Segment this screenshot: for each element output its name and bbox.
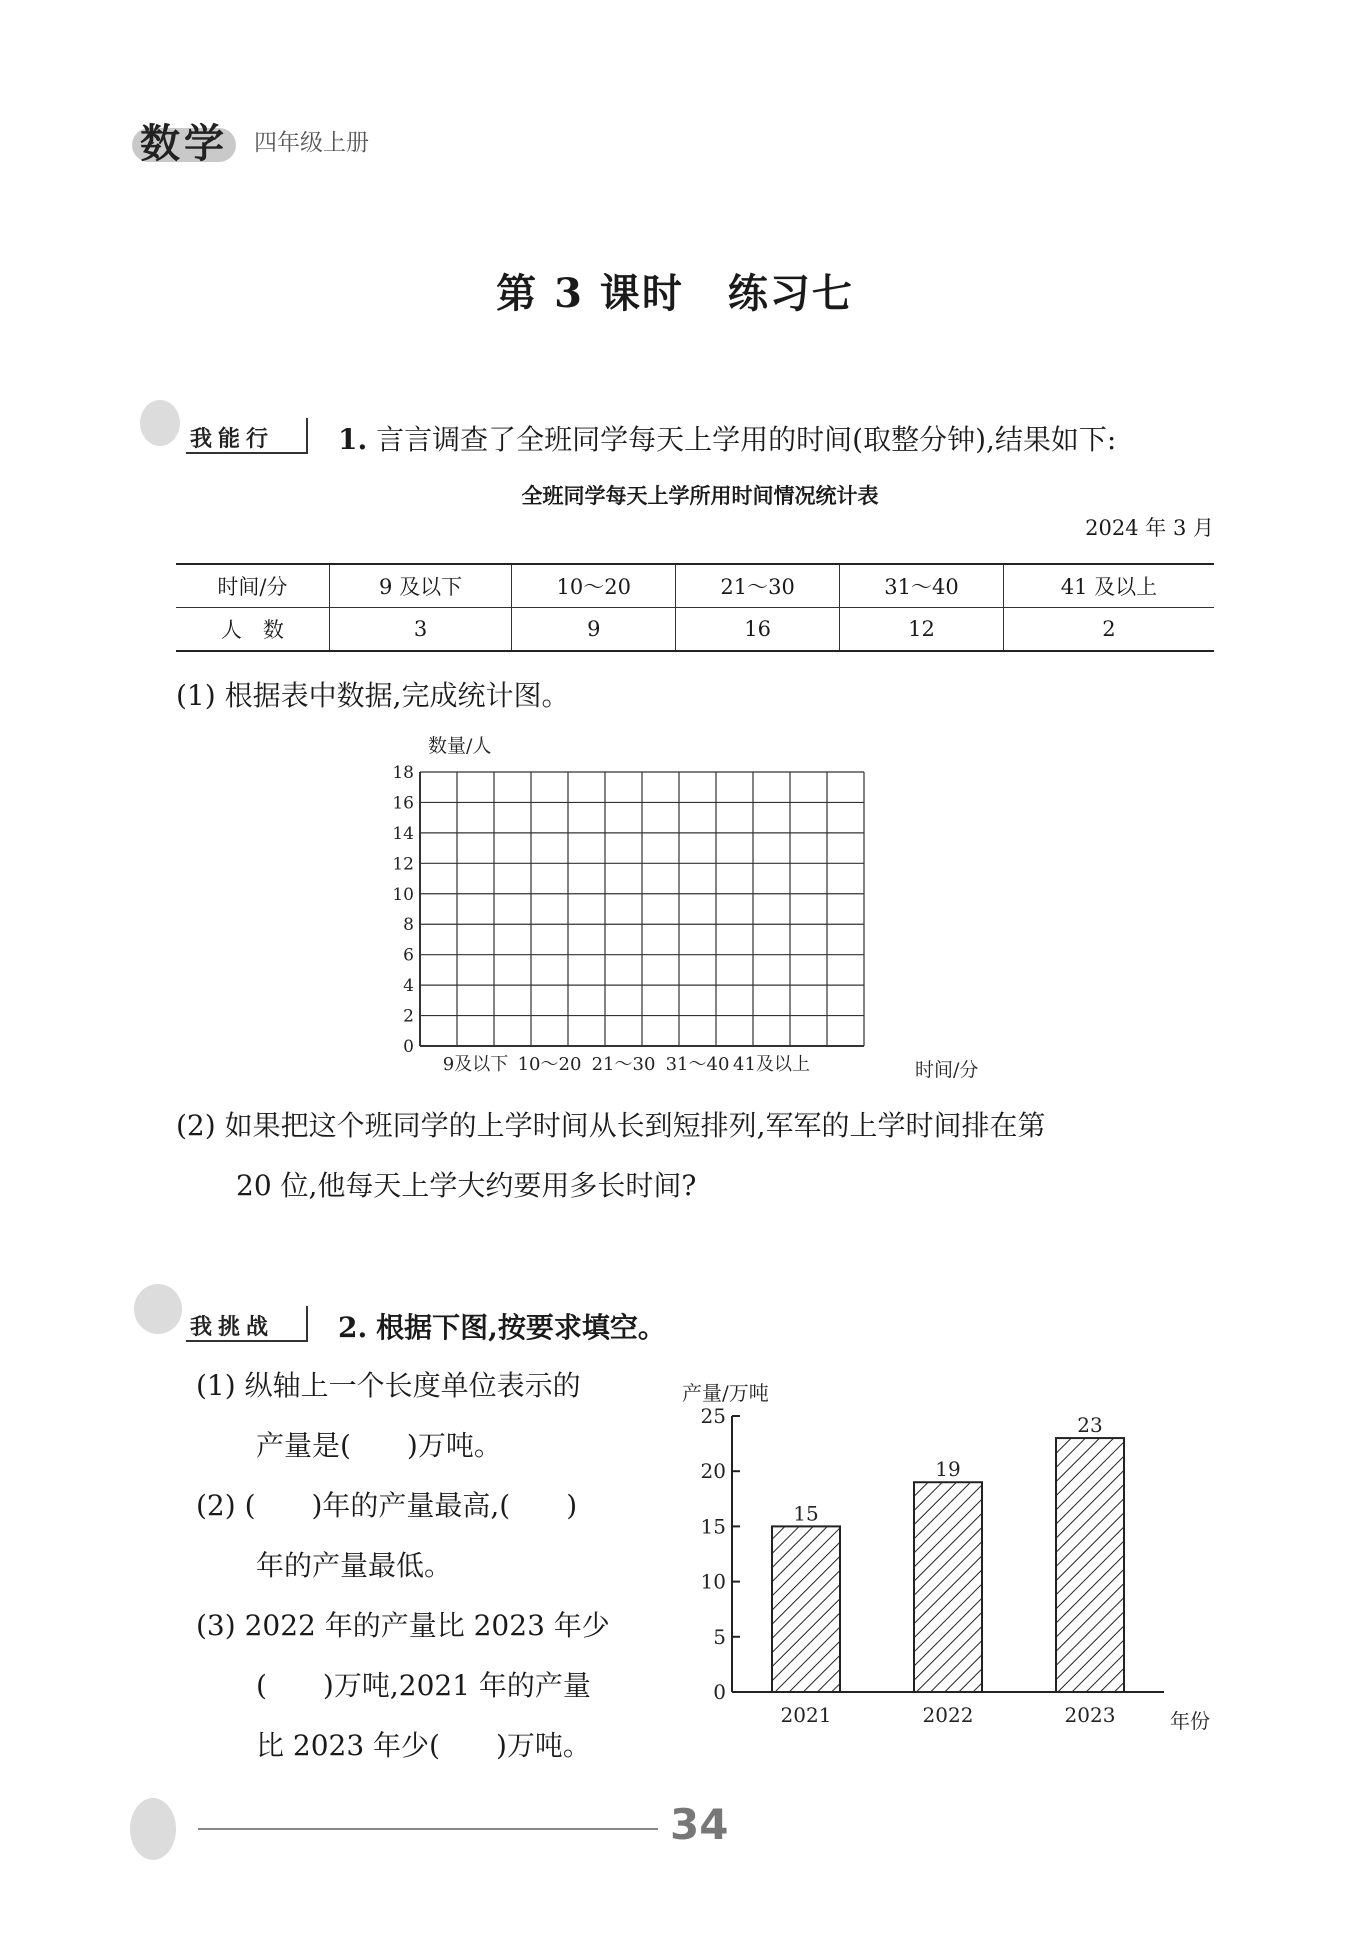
sub-question-2-line1: (2) 如果把这个班同学的上学时间从长到短排列,军军的上学时间排在第: [176, 1109, 1046, 1142]
grid-ytick-label: 8: [403, 915, 414, 936]
grid-ytick-label: 6: [403, 945, 414, 966]
bar-value-label: 19: [935, 1457, 961, 1482]
grade-label: 四年级上册: [254, 130, 369, 156]
grid-lines: [420, 772, 864, 1046]
bar-chart-xlabel: 年份: [1170, 1709, 1210, 1733]
table-cell: 3: [329, 608, 512, 652]
fill-line: (1) 纵轴上一个长度单位表示的: [196, 1369, 581, 1402]
fill-line: 年的产量最低。: [256, 1549, 453, 1582]
sub-question-2-line2: 20 位,他每天上学大约要用多长时间?: [236, 1169, 697, 1202]
bar-yticks: [701, 1404, 740, 1704]
page-number: 34: [670, 1800, 729, 1849]
fill-line: 产量是( )万吨。: [256, 1429, 502, 1462]
grid-xticks: [443, 1054, 810, 1075]
question-2-text: 根据下图,按要求填空。: [376, 1311, 666, 1344]
section-underline-1: [186, 452, 306, 454]
bar-ytick-label: 10: [700, 1569, 726, 1594]
lesson-name: 练习七: [727, 270, 854, 317]
bar-category-label: 2023: [1064, 1703, 1116, 1727]
table-row: [176, 608, 1214, 652]
grid-ytick-label: 16: [392, 793, 414, 814]
bar-ytick-label: 0: [713, 1680, 726, 1704]
bar-category-label: 2021: [780, 1703, 832, 1727]
bar-xticks: [781, 1703, 1116, 1727]
grid-xtick-label: 9及以下: [442, 1054, 509, 1075]
grid-xlabel: 时间/分: [915, 1059, 979, 1081]
table-col-header: 9 及以下: [329, 564, 512, 608]
table-cell: 2: [1003, 608, 1214, 652]
bar-2022: [914, 1482, 982, 1692]
grid-ytick-label: 2: [403, 1006, 414, 1027]
table-cell: 12: [840, 608, 1004, 652]
grid-yticks: [392, 763, 414, 1057]
mascot-icon: [130, 1798, 176, 1860]
grid-ylabel: 数量/人: [428, 735, 492, 757]
bar-value-label: 23: [1077, 1413, 1103, 1438]
lesson-number: 第 3 课时: [496, 270, 684, 317]
bar-category-label: 2022: [922, 1703, 974, 1727]
grid-xtick-label: 41及以上: [733, 1054, 810, 1075]
section-label-1: 我能行: [190, 427, 275, 452]
section-label-2: 我挑战: [190, 1315, 275, 1340]
sub-question-1: (1) 根据表中数据,完成统计图。: [176, 679, 570, 712]
grid-ytick-label: 4: [403, 976, 414, 997]
grid-ytick-label: 12: [392, 854, 414, 875]
table-col-header: 31～40: [840, 564, 1004, 608]
bar-2021: [772, 1526, 840, 1692]
fill-line: (3) 2022 年的产量比 2023 年少: [196, 1609, 610, 1642]
section-underline-2: [186, 1340, 306, 1342]
grid-xtick-label: 21～30: [591, 1054, 656, 1075]
table-cell: 9: [512, 608, 676, 652]
table-date: 2024 年 3 月: [1085, 516, 1214, 540]
bar-chart-ylabel: 产量/万吨: [682, 1381, 769, 1405]
grid-ytick-label: 10: [392, 884, 414, 905]
table-col-header: 10～20: [512, 564, 676, 608]
section-divider-2: [306, 1306, 308, 1342]
table-row: [176, 564, 1214, 608]
table-col-header: 41 及以上: [1003, 564, 1214, 608]
bar-ytick-label: 20: [700, 1459, 726, 1484]
grid-ytick-label: 0: [403, 1037, 414, 1057]
bar-ytick-label: 5: [713, 1624, 726, 1649]
grid-ytick-label: 14: [392, 823, 414, 844]
question-2: [338, 1306, 666, 1346]
lesson-title: [0, 262, 1350, 319]
grid-ytick-label: 18: [392, 763, 414, 783]
bar-value-label: 15: [793, 1501, 819, 1526]
bar-ytick-label: 15: [700, 1514, 726, 1539]
question-1: [338, 418, 1116, 458]
production-bar-chart: [672, 1370, 1232, 1750]
fill-line: 比 2023 年少( )万吨。: [256, 1729, 591, 1762]
question-2-number: 2.: [338, 1311, 368, 1344]
stats-table: [176, 563, 1214, 652]
table-cell: 16: [676, 608, 840, 652]
table-title: 全班同学每天上学所用时间情况统计表: [521, 484, 879, 508]
section-divider-1: [306, 418, 308, 454]
question-1-text: 言言调查了全班同学每天上学用的时间(取整分钟),结果如下:: [376, 423, 1117, 456]
grid-xtick-label: 31～40: [665, 1054, 730, 1075]
bar-marks: [772, 1413, 1124, 1692]
bar-ytick-label: 25: [700, 1404, 726, 1428]
blank-grid-chart[interactable]: [370, 730, 1010, 1090]
mascot-icon: [140, 400, 180, 446]
question-1-number: 1.: [338, 423, 368, 456]
fill-line: ( )万吨,2021 年的产量: [256, 1669, 591, 1702]
grid-xtick-label: 10～20: [517, 1054, 582, 1075]
bar-2023: [1056, 1438, 1124, 1692]
fill-line: (2) ( )年的产量最高,( ): [196, 1489, 578, 1522]
mascot-icon: [134, 1284, 182, 1334]
footer-line: [198, 1828, 658, 1830]
subject-title: 数学: [140, 121, 228, 167]
table-col-header: 21～30: [676, 564, 840, 608]
table-header-label: 时间/分: [176, 564, 329, 608]
table-row-label: 人 数: [176, 608, 329, 652]
